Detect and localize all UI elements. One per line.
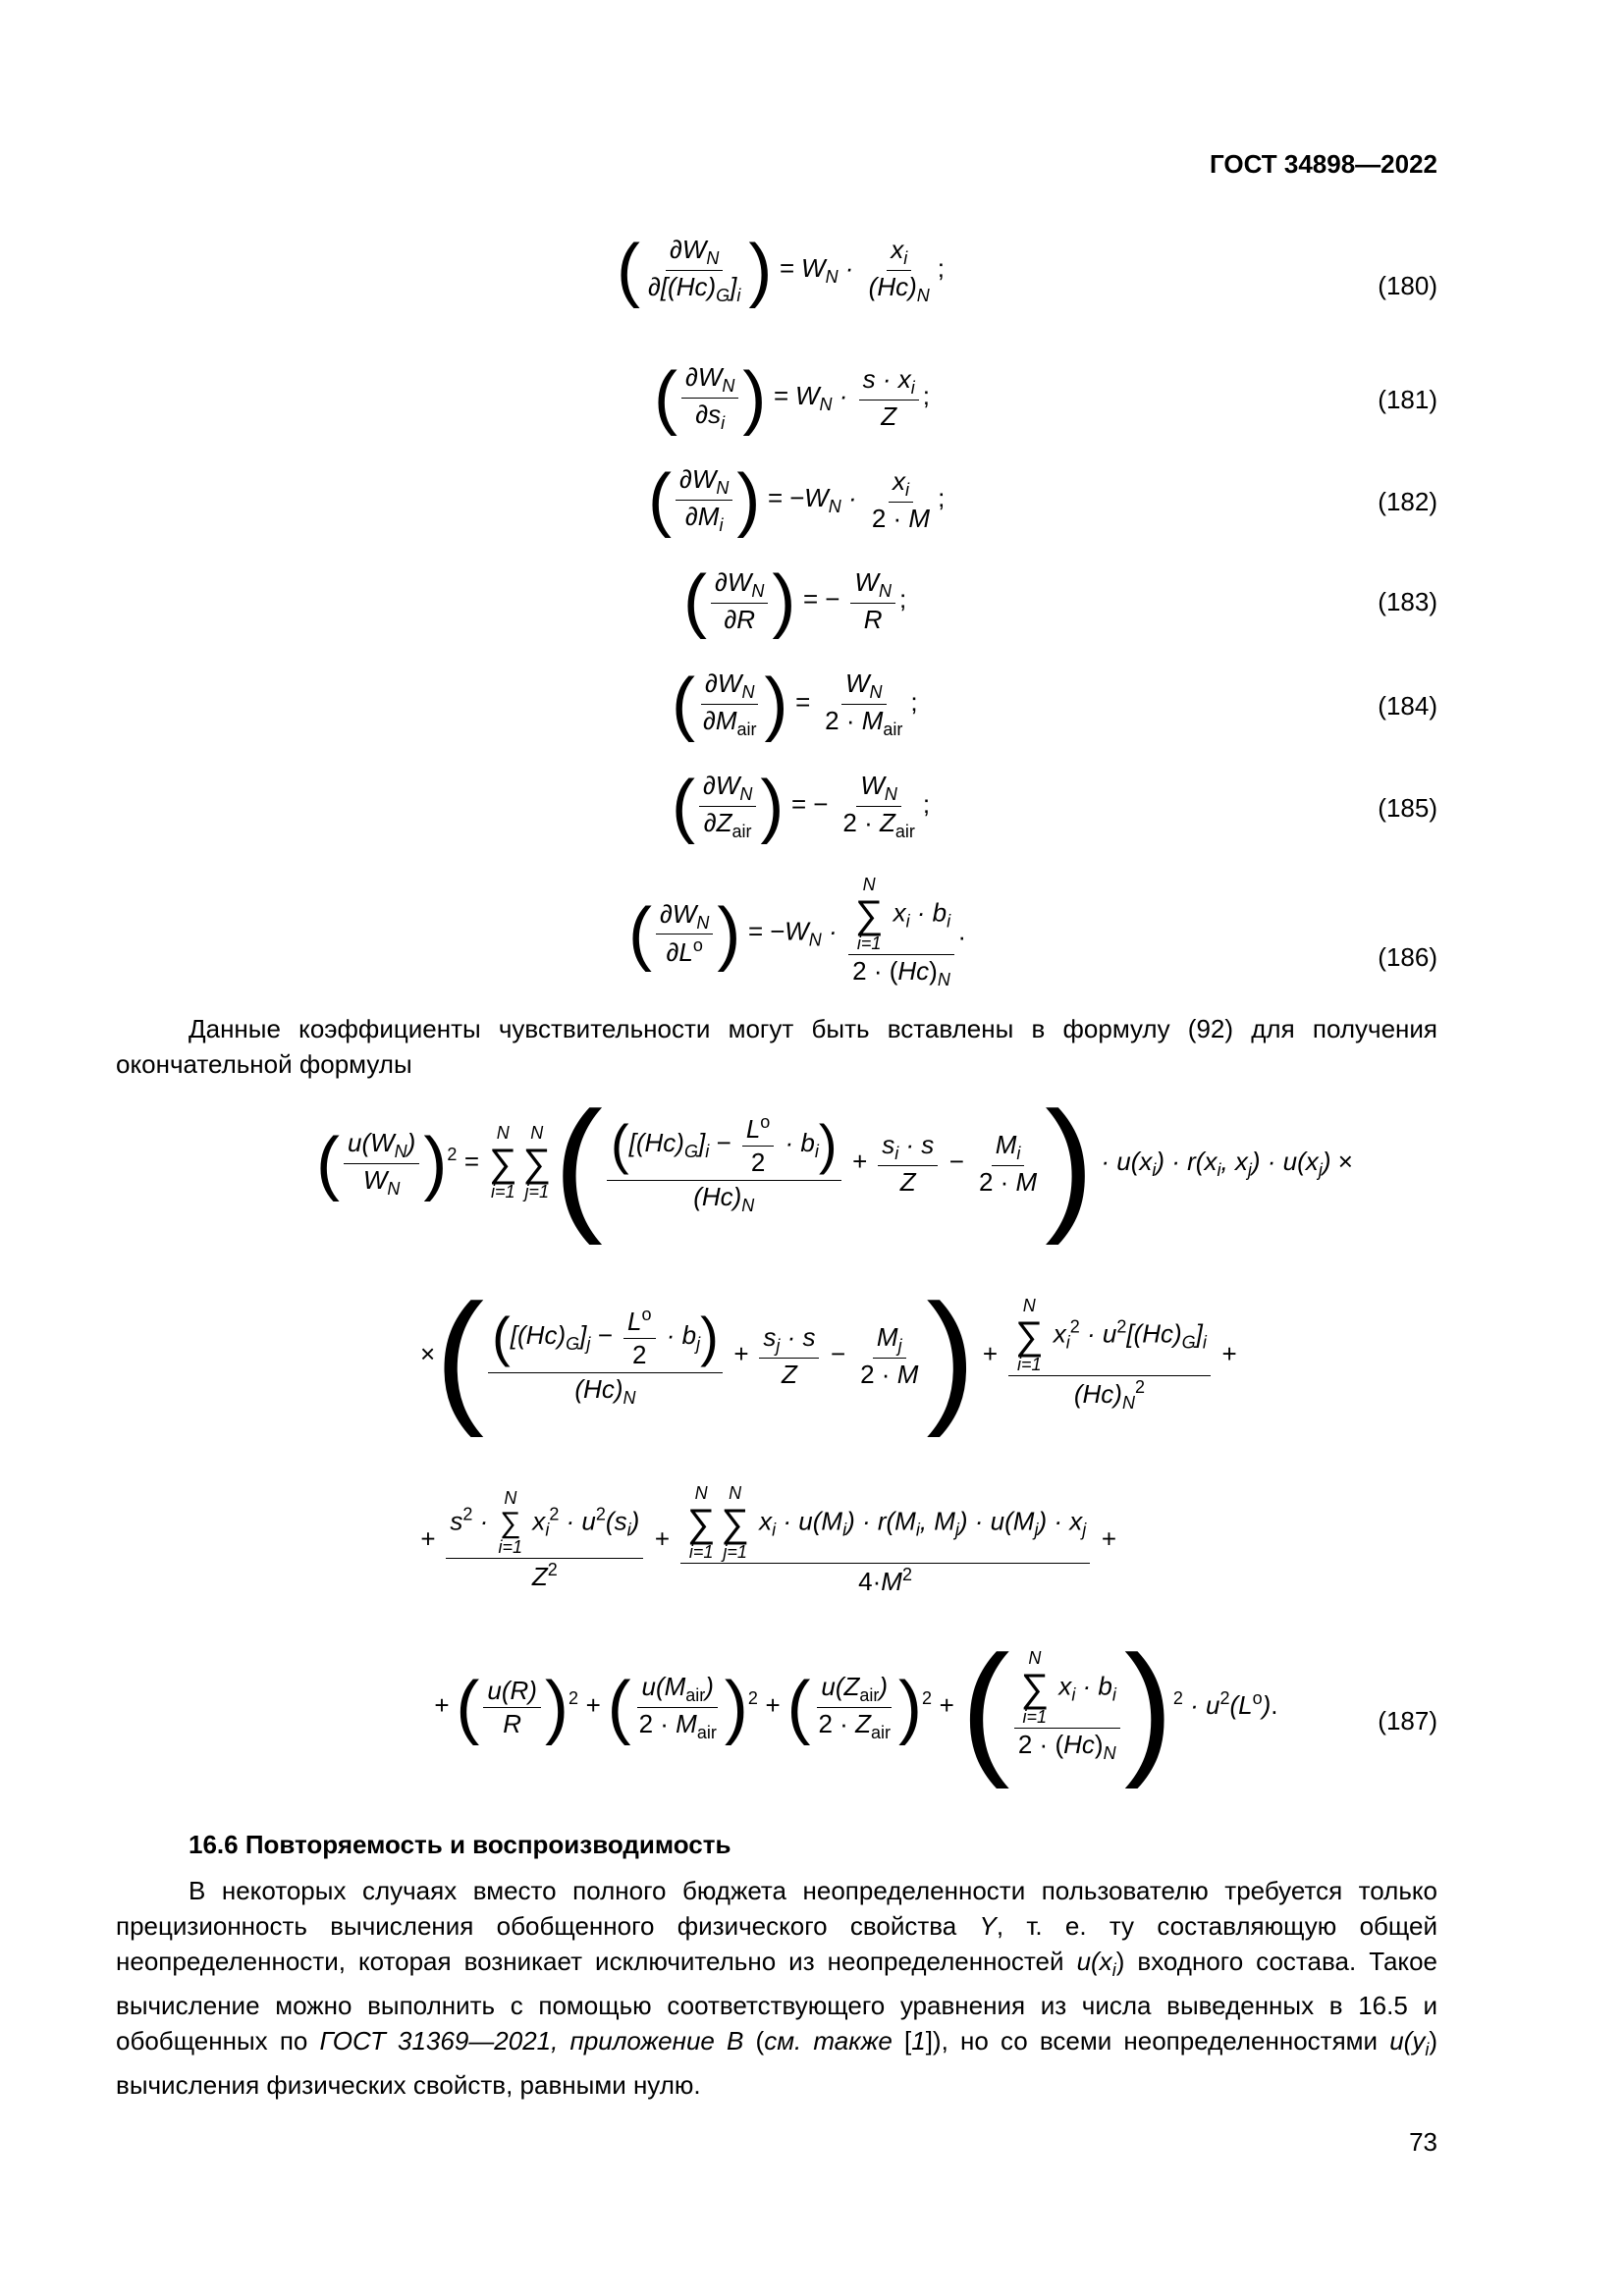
section-heading: 16.6 Повторяемость и воспроизводимость	[189, 1830, 731, 1859]
equation-number: (186)	[1378, 942, 1437, 972]
equation-number: (184)	[1378, 691, 1437, 721]
standard-reference: ГОСТ 31369—2021, приложение В	[319, 2026, 744, 2056]
equation-number: (187)	[1378, 1706, 1437, 1735]
page-number: 73	[1409, 2127, 1437, 2157]
equation-number: (180)	[1378, 271, 1437, 300]
equation-number: (185)	[1378, 793, 1437, 823]
page-header: ГОСТ 34898—2022	[1210, 149, 1437, 179]
section-paragraph: В некоторых случаях вместо полного бюджета неопределенности пользователю требуется только прецизионность вычисления обобщенного физического свойства Y, т. е. ту составляющую общей неопределенности, которая возникает исключительно из неопределенностей $u(x_i)$ входного состава. Такое вычисление можно выполнить с помощью соответствующего уравнения из числа выведенных в 16.5 и обобщенных по ГОСТ 31369—2021, приложение В (см. также [1]), но со всеми неопределенностями $u(y_i)$ вычисления физических свойств, равными нулю.	[116, 1876, 1438, 2100]
equation-number: (181)	[1378, 385, 1437, 414]
intro-paragraph: Данные коэффициенты чувствительности могут быть вставлены в формулу (92) для получения окончательной формулы	[116, 1014, 1437, 1079]
equation-number: (183)	[1378, 587, 1437, 616]
equation-number: (182)	[1378, 487, 1437, 516]
